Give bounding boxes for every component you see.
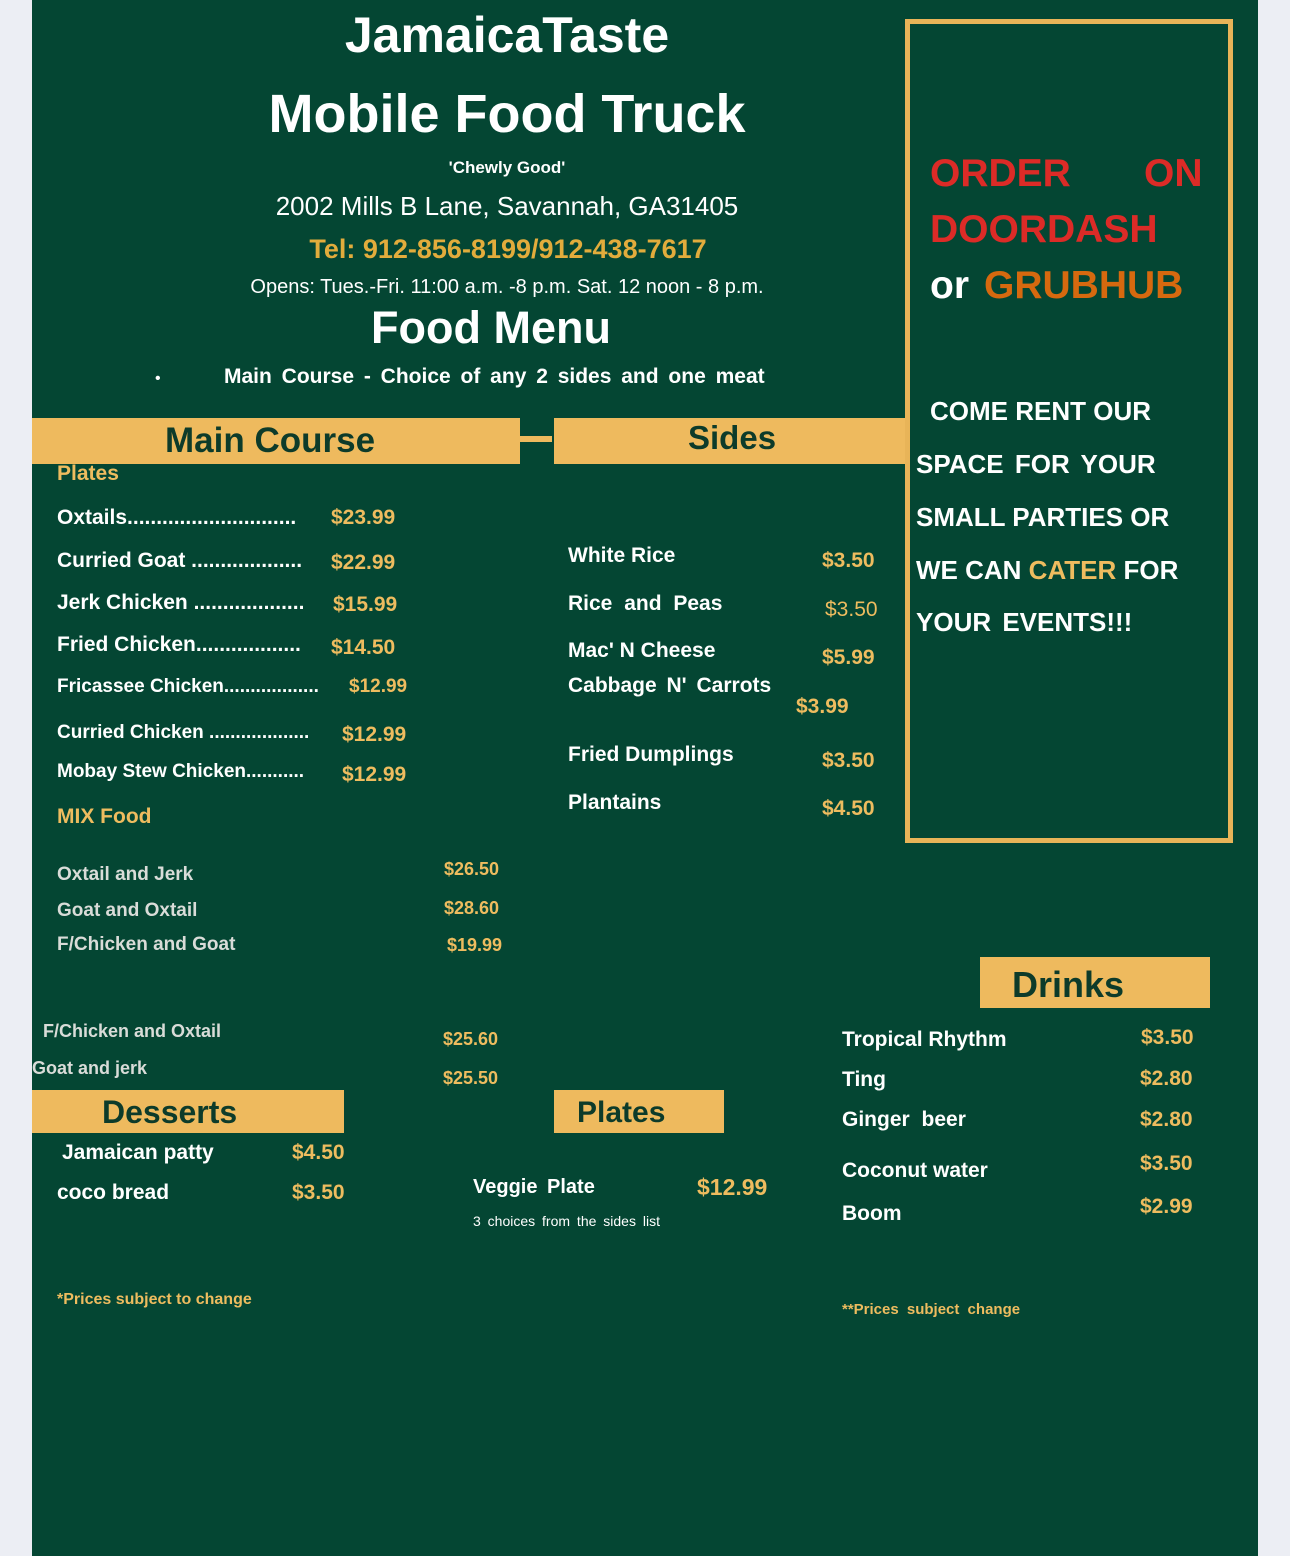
dessert-item-price: $4.50 [292, 1141, 345, 1164]
bar-connector [520, 436, 552, 442]
side-item-price: $3.50 [822, 749, 875, 772]
side-item-name: Fried Dumplings [568, 743, 734, 766]
side-item-name: Plantains [568, 791, 662, 814]
plate-item-name: Curried Goat ................... [57, 549, 303, 572]
side-item-price: $3.50 [825, 598, 878, 621]
plates-heading: Plates [577, 1096, 666, 1129]
mix-item-name: F/Chicken and Oxtail [43, 1021, 222, 1041]
drink-item-price: $3.50 [1140, 1152, 1193, 1175]
plates-label: Plates [57, 462, 119, 485]
veggie-plate-note: 3 choices from the sides list [473, 1213, 660, 1229]
or-text: or [930, 264, 969, 307]
sides-heading: Sides [688, 419, 777, 456]
opening-hours: Opens: Tues.-Fri. 11:00 a.m. -8 p.m. Sat. 12 noon - 8 p.m. [250, 276, 764, 298]
plate-item-price: $14.50 [331, 636, 396, 659]
plate-item-name: Fricassee Chicken.................. [57, 676, 319, 697]
drink-item-name: Ting [842, 1068, 886, 1091]
rent-line-3: SMALL PARTIES OR [916, 502, 1170, 532]
drink-item-price: $2.80 [1140, 1108, 1193, 1131]
plate-item-name: Oxtails............................. [57, 506, 297, 529]
main-course-note: Main Course - Choice of any 2 sides and one meat [224, 365, 765, 388]
drink-item-name: Boom [842, 1202, 902, 1225]
side-item-price: $3.99 [796, 695, 849, 718]
mix-item-price: $28.60 [444, 898, 500, 918]
plate-item-price: $15.99 [333, 593, 398, 616]
subtitle: Mobile Food Truck [268, 84, 746, 144]
side-item-name: White Rice [568, 544, 676, 567]
plate-item-price: $12.99 [349, 676, 408, 697]
mix-item-price: $25.60 [443, 1029, 499, 1049]
veggie-plate-name: Veggie Plate [473, 1176, 595, 1198]
rent-line-5: YOUR EVENTS!!! [916, 607, 1133, 637]
side-item-name: Cabbage N' Carrots [568, 674, 772, 697]
side-item-price: $4.50 [822, 797, 875, 820]
plate-item-price: $12.99 [342, 763, 407, 786]
order-text: ORDER [930, 152, 1071, 195]
mix-item-name: Goat and jerk [32, 1058, 148, 1078]
on-text: ON [1144, 152, 1203, 195]
drink-item-name: Tropical Rhythm [842, 1028, 1007, 1051]
telephone: Tel: 912-856-8199/912-438-7617 [309, 234, 707, 264]
drink-item-price: $3.50 [1141, 1026, 1194, 1049]
plate-item-name: Jerk Chicken ................... [57, 591, 305, 614]
rent-line-4a: WE CAN [916, 555, 1022, 585]
mix-item-name: Goat and Oxtail [57, 900, 198, 921]
mix-food-label: MIX Food [57, 805, 152, 828]
mix-item-price: $26.50 [444, 859, 500, 879]
brand-title: JamaicaTaste [344, 7, 670, 63]
main-course-heading: Main Course [165, 421, 376, 460]
cater-text: CATER [1028, 555, 1117, 585]
drinks-heading: Drinks [1012, 964, 1125, 1005]
side-item-name: Mac' N Cheese [568, 639, 716, 662]
mix-item-name: F/Chicken and Goat [57, 934, 236, 955]
rent-line-1: COME RENT OUR [930, 396, 1151, 426]
plate-item-price: $12.99 [342, 723, 407, 746]
plate-item-name: Mobay Stew Chicken........... [57, 761, 305, 782]
address: 2002 Mills B Lane, Savannah, GA31405 [275, 191, 739, 221]
rent-line-2: SPACE FOR YOUR [916, 449, 1156, 479]
side-item-name: Rice and Peas [568, 592, 723, 615]
veggie-plate-price: $12.99 [697, 1174, 768, 1200]
rent-line-4 [916, 555, 1178, 586]
prices-note-left: *Prices subject to change [57, 1291, 252, 1308]
bullet-icon: • [155, 370, 161, 387]
tagline: 'Chewly Good' [448, 158, 566, 177]
plate-item-name: Fried Chicken.................. [57, 633, 301, 656]
plate-item-name: Curried Chicken ................... [57, 722, 310, 743]
mix-item-name: Oxtail and Jerk [57, 864, 194, 885]
rent-line-4c: FOR [1123, 555, 1179, 585]
side-item-price: $5.99 [822, 646, 875, 669]
promo-box [905, 19, 1233, 843]
drink-item-price: $2.99 [1140, 1195, 1193, 1218]
dessert-item-name: Jamaican patty [62, 1141, 214, 1164]
food-menu-title: Food Menu [371, 302, 611, 353]
desserts-heading: Desserts [102, 1094, 238, 1130]
dessert-item-price: $3.50 [292, 1181, 345, 1204]
doordash-text: DOORDASH [930, 208, 1158, 251]
plate-item-price: $22.99 [331, 551, 396, 574]
plate-item-price: $23.99 [331, 506, 396, 529]
drink-item-name: Ginger beer [842, 1108, 966, 1131]
dessert-item-name: coco bread [57, 1181, 170, 1204]
drink-item-price: $2.80 [1140, 1067, 1193, 1090]
menu-page [32, 0, 1258, 1556]
grubhub-text: GRUBHUB [984, 264, 1184, 307]
mix-item-price: $19.99 [447, 935, 503, 955]
side-item-price: $3.50 [822, 549, 875, 572]
drink-item-name: Coconut water [842, 1159, 988, 1182]
mix-item-price: $25.50 [443, 1068, 499, 1088]
prices-note-right: **Prices subject change [842, 1301, 1021, 1318]
